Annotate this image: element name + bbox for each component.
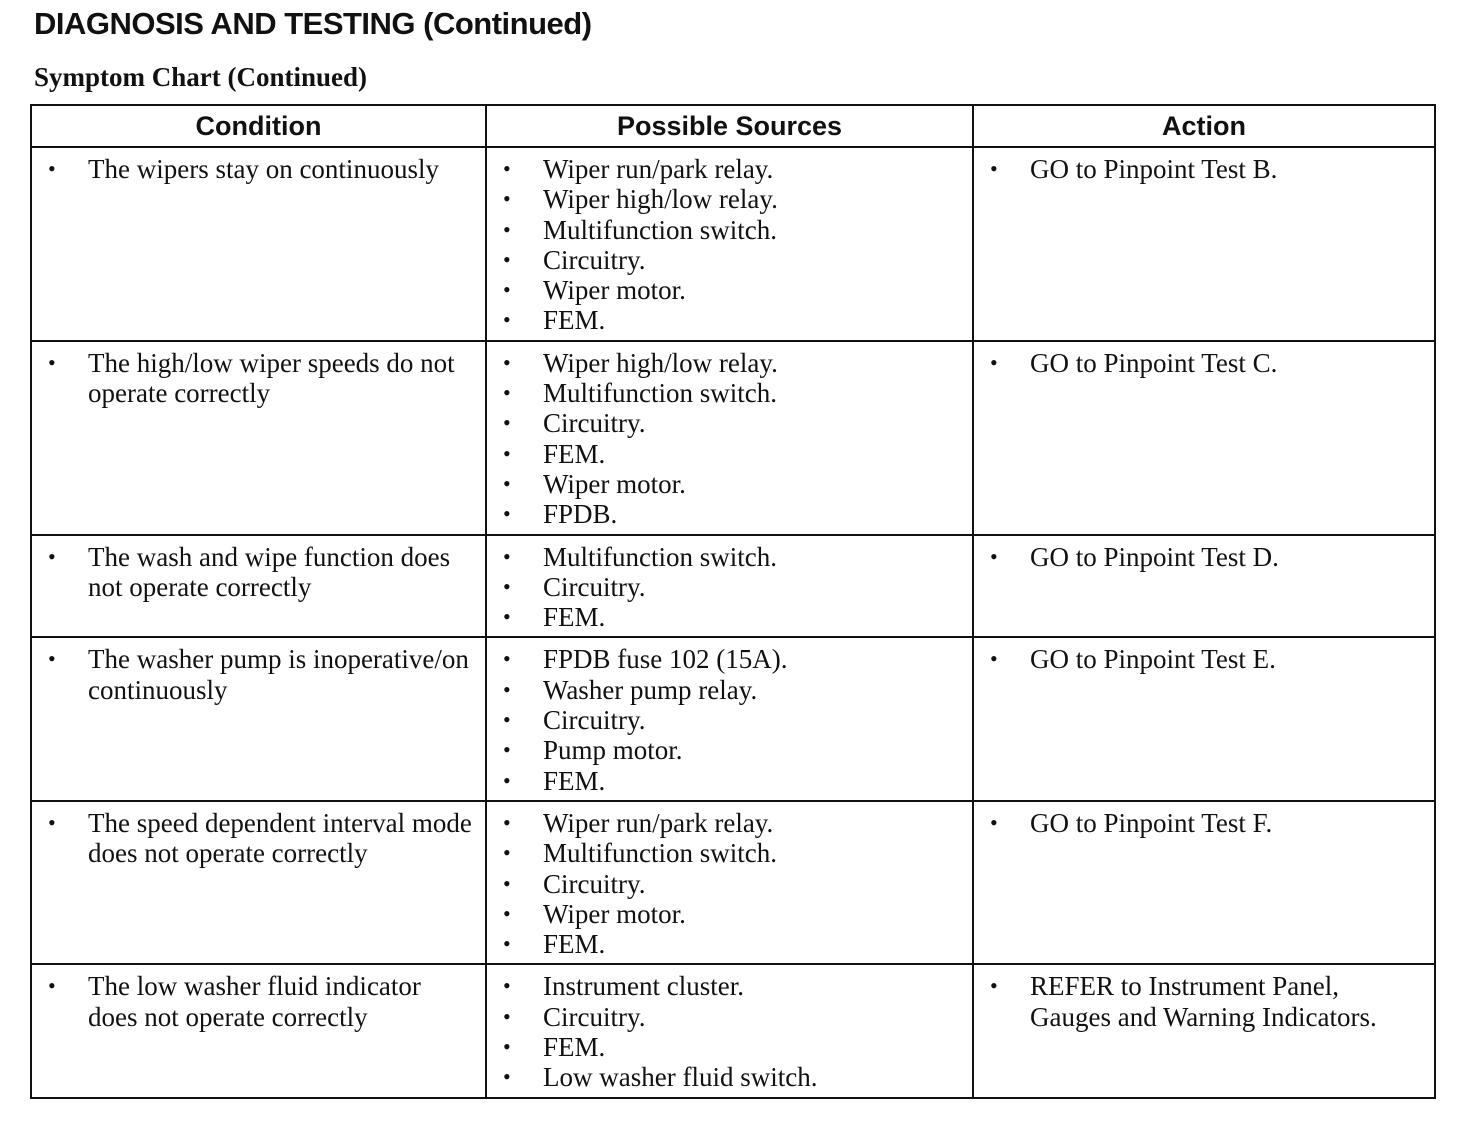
- source-item: • Multifunction switch.: [503, 838, 777, 869]
- source-item: • Wiper high/low relay.: [503, 347, 778, 378]
- action-item: • GO to Pinpoint Test E.: [990, 644, 1276, 675]
- condition-cell: [31, 341, 486, 535]
- table-row: [31, 964, 1435, 1097]
- symptom-table: [30, 104, 1436, 1099]
- source-item: • Washer pump relay.: [503, 674, 758, 705]
- source-item: • Circuitry.: [503, 571, 646, 602]
- source-item: • Multifunction switch.: [503, 541, 777, 572]
- source-item: • FEM.: [503, 438, 606, 469]
- condition-cell: [31, 964, 486, 1097]
- source-item: • FEM.: [503, 305, 606, 336]
- table-header-row: [31, 105, 1435, 147]
- header-action: Action: [973, 105, 1435, 147]
- source-item: • FEM.: [503, 765, 606, 796]
- condition-item: • The speed dependent interval mode does not operate correctly: [48, 807, 472, 869]
- condition-item: • The high/low wiper speeds do not operate correctly: [48, 347, 455, 409]
- sources-cell: [486, 801, 973, 964]
- header-possible-sources: Possible Sources: [486, 105, 973, 147]
- action-item: • REFER to Instrument Panel, Gauges and Warning Indicators.: [990, 971, 1377, 1032]
- source-item: • FEM.: [503, 929, 606, 960]
- source-item: • Wiper high/low relay.: [503, 184, 778, 215]
- source-item: • Instrument cluster.: [503, 971, 744, 1002]
- source-item: • FPDB.: [503, 499, 618, 530]
- action-cell: [973, 637, 1435, 800]
- table-row: [31, 801, 1435, 964]
- source-item: • FPDB fuse 102 (15A).: [503, 644, 788, 675]
- condition-item: • The washer pump is inoperative/on continuously: [48, 644, 469, 705]
- page-heading: DIAGNOSIS AND TESTING (Continued): [34, 6, 592, 41]
- sources-cell: [486, 147, 973, 341]
- action-item: • GO to Pinpoint Test B.: [990, 154, 1278, 184]
- source-item: • FEM.: [503, 602, 606, 633]
- sources-cell: [486, 964, 973, 1097]
- source-item: • Wiper motor.: [503, 275, 686, 306]
- sources-cell: [486, 535, 973, 638]
- condition-cell: [31, 801, 486, 964]
- source-item: • Low washer fluid switch.: [503, 1062, 818, 1093]
- header-condition: Condition: [31, 105, 486, 147]
- condition-item: • The wipers stay on continuously: [48, 154, 439, 184]
- source-item: • Circuitry.: [503, 244, 646, 275]
- sources-cell: [486, 637, 973, 800]
- action-cell: [973, 535, 1435, 638]
- source-item: • Wiper motor.: [503, 898, 686, 929]
- condition-cell: [31, 147, 486, 341]
- action-cell: [973, 964, 1435, 1097]
- condition-item: • The low washer fluid indicator does not operate correctly: [48, 971, 421, 1032]
- action-cell: [973, 341, 1435, 535]
- condition-cell: [31, 637, 486, 800]
- table-row: [31, 147, 1435, 341]
- source-item: • Circuitry.: [503, 705, 646, 736]
- source-item: • Wiper motor.: [503, 468, 686, 499]
- action-cell: [973, 801, 1435, 964]
- source-item: • Circuitry.: [503, 1001, 646, 1032]
- action-item: • GO to Pinpoint Test C.: [990, 347, 1278, 378]
- condition-cell: [31, 535, 486, 638]
- table-row: [31, 637, 1435, 800]
- source-item: • Circuitry.: [503, 408, 646, 439]
- table-row: [31, 341, 1435, 535]
- action-item: • GO to Pinpoint Test F.: [990, 807, 1273, 838]
- action-item: • GO to Pinpoint Test D.: [990, 541, 1279, 572]
- source-item: • Wiper run/park relay.: [503, 154, 774, 184]
- source-item: • Multifunction switch.: [503, 214, 777, 245]
- sources-cell: [486, 341, 973, 535]
- source-item: • Circuitry.: [503, 868, 646, 899]
- condition-item: • The wash and wipe function does not operate correctly: [48, 541, 451, 602]
- source-item: • Pump motor.: [503, 735, 683, 766]
- table-row: [31, 535, 1435, 638]
- action-cell: [973, 147, 1435, 341]
- source-item: • FEM.: [503, 1032, 606, 1063]
- source-item: • Multifunction switch.: [503, 378, 777, 409]
- source-item: • Wiper run/park relay.: [503, 807, 774, 838]
- chart-title: Symptom Chart (Continued): [34, 62, 368, 92]
- bullet-mark: •: [48, 156, 56, 181]
